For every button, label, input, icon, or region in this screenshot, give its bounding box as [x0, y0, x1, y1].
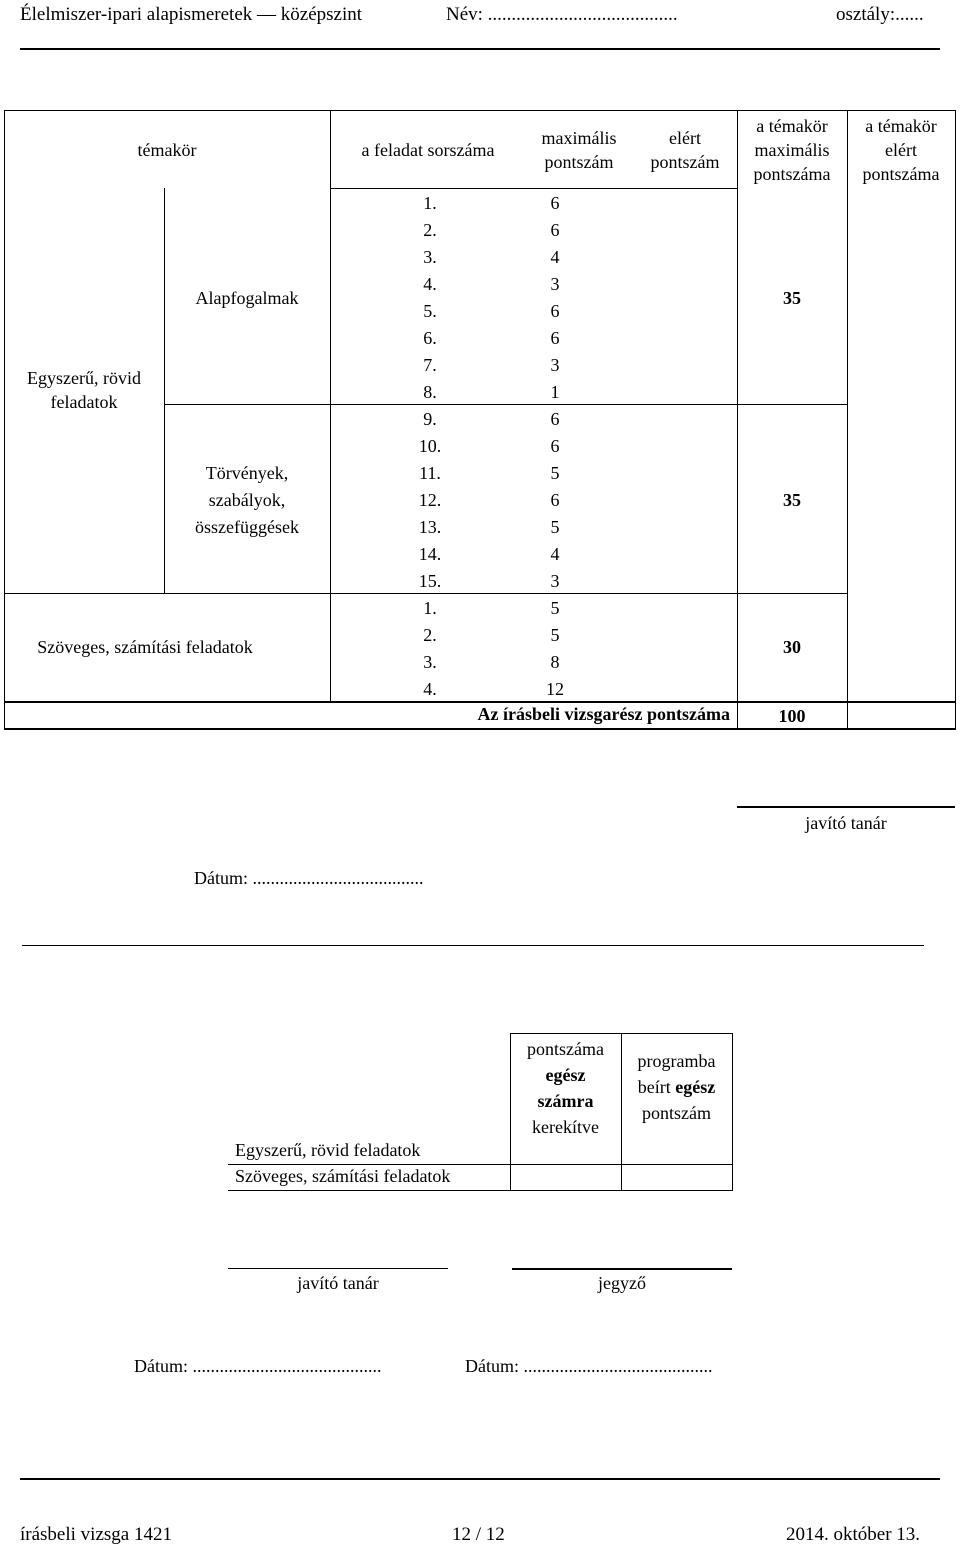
task-number: 3. — [423, 247, 437, 267]
task-max-points: 6 — [550, 301, 560, 321]
task-number: 12. — [418, 490, 442, 510]
total-label: Az írásbeli vizsgarész pontszáma — [477, 704, 730, 724]
task-max-points: 3 — [550, 274, 560, 294]
task-number: 1. — [423, 193, 437, 213]
task-max-points: 6 — [550, 328, 560, 348]
corrector-label-2: javító tanár — [297, 1273, 379, 1293]
task-max-points: 3 — [550, 355, 560, 375]
task-max-points: 12 — [546, 679, 564, 699]
task-number: 10. — [418, 436, 442, 456]
signature-line-notary — [512, 1268, 732, 1270]
task-max-points: 6 — [550, 220, 560, 240]
row-short-tasks: Egyszerű, rövid feladatok — [235, 1140, 421, 1160]
task-number: 1. — [423, 598, 437, 618]
task-max-points: 8 — [550, 652, 560, 672]
subgroup-basic-concepts: Alapfogalmak — [195, 288, 299, 308]
header-task-number: a feladat sorszáma — [361, 140, 495, 160]
topic-total-3: 30 — [783, 637, 801, 657]
task-max-points: 4 — [550, 247, 560, 267]
task-max-points: 3 — [550, 571, 560, 591]
header-topic-achieved: a témakör elért pontszáma — [862, 116, 940, 184]
task-number: 6. — [423, 328, 437, 348]
task-number: 2. — [423, 220, 437, 240]
group-calculation-tasks: Szöveges, számítási feladatok — [37, 637, 253, 657]
score-table — [0, 0, 960, 740]
header-max-points: maximális pontszám — [541, 128, 617, 172]
task-max-points: 5 — [550, 517, 560, 537]
task-max-points: 1 — [550, 382, 560, 402]
notary-label: jegyző — [598, 1273, 646, 1293]
task-max-points: 5 — [550, 598, 560, 618]
topic-total-2: 35 — [783, 490, 801, 510]
task-max-points: 6 — [550, 193, 560, 213]
signature-line-corrector — [228, 1268, 448, 1269]
task-max-points: 6 — [550, 490, 560, 510]
footer-exam: írásbeli vizsga 1421 — [20, 1524, 172, 1545]
task-number: 3. — [423, 652, 437, 672]
corrector-label-1: javító tanár — [805, 813, 887, 833]
task-number: 2. — [423, 625, 437, 645]
row-calculation-tasks: Szöveges, számítási feladatok — [235, 1166, 451, 1186]
task-max-points: 6 — [550, 409, 560, 429]
subject-title: Élelmiszer-ipari alapismeretek — középszint — [20, 4, 363, 25]
task-number: 11. — [419, 463, 441, 483]
date-field-1: Dátum: ...................................... — [194, 868, 424, 888]
task-number: 9. — [423, 409, 437, 429]
total-value: 100 — [778, 706, 806, 726]
footer-rule — [20, 1478, 940, 1480]
group-short-tasks: Egyszerű, rövid feladatok — [27, 368, 141, 412]
task-number: 13. — [418, 517, 442, 537]
task-number: 5. — [423, 301, 437, 321]
task-number: 14. — [418, 544, 442, 564]
task-number: 8. — [423, 382, 437, 402]
footer-date: 2014. október 13. — [786, 1524, 921, 1545]
name-field: Név: ........................................ — [446, 4, 678, 25]
task-number: 7. — [423, 355, 437, 375]
date-field-2: Dátum: .......................................... — [134, 1356, 382, 1376]
task-max-points: 5 — [550, 463, 560, 483]
signature-line-1 — [737, 806, 955, 808]
task-max-points: 4 — [550, 544, 560, 564]
task-number: 4. — [423, 679, 437, 699]
date-field-3: Dátum: .......................................... — [465, 1356, 713, 1376]
task-max-points: 5 — [550, 625, 560, 645]
subgroup-laws: Törvények, szabályok, összefüggések — [195, 463, 299, 537]
footer-page: 12 / 12 — [452, 1524, 505, 1545]
task-number: 4. — [423, 274, 437, 294]
class-field: osztály:...... — [836, 4, 924, 25]
header-entered-points: programba beírt egész pontszám — [637, 1051, 716, 1123]
task-number: 15. — [418, 571, 442, 591]
header-rounded-points: pontszáma egész számra kerekítve — [527, 1039, 604, 1137]
header-topic: témakör — [137, 140, 197, 160]
task-max-points: 6 — [550, 436, 560, 456]
topic-total-1: 35 — [783, 288, 801, 308]
header-topic-max: a témakör maximális pontszáma — [753, 116, 831, 184]
header-achieved-points: elért pontszám — [650, 128, 720, 172]
separator-rule — [22, 945, 924, 946]
